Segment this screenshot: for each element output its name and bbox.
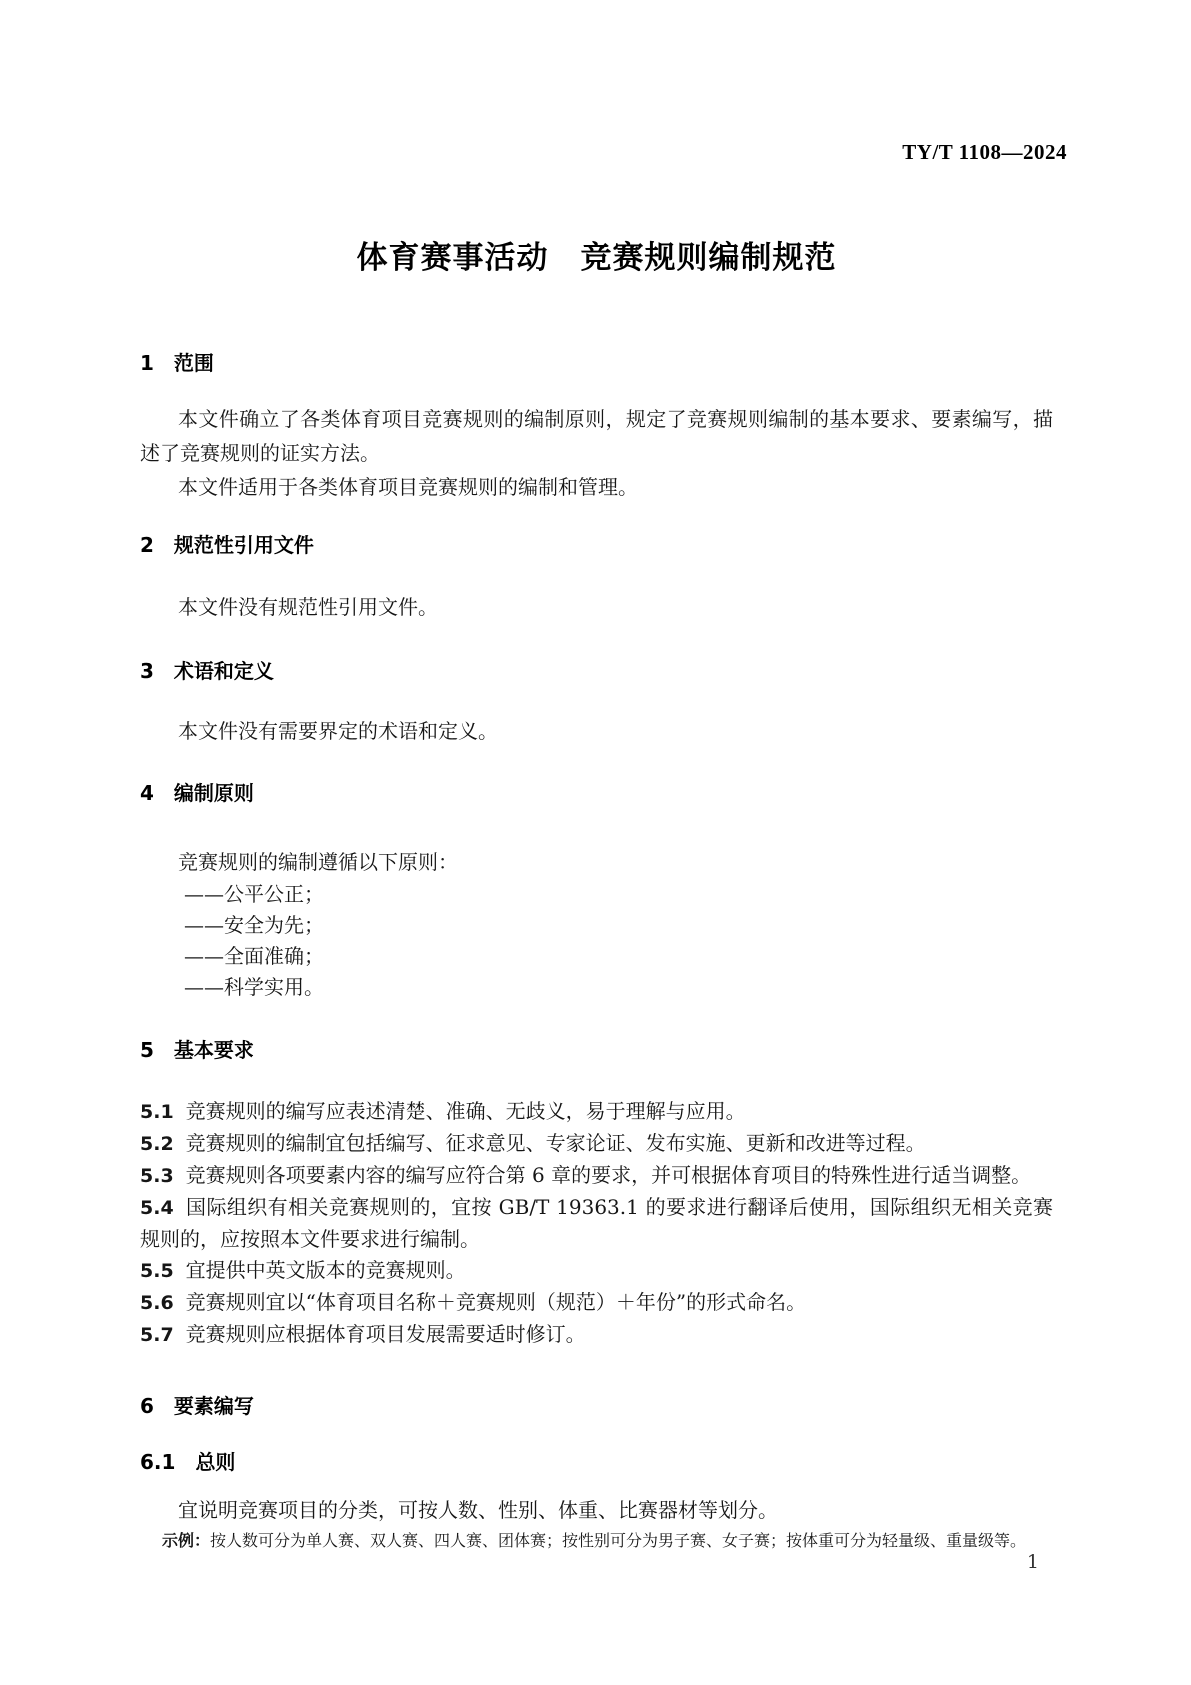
clause-text: 国际组织有相关竞赛规则的，宜按 GB/T 19363.1 的要求进行翻译后使用，国际组织无相关竞赛规则的，应按照本文件要求进行编制。: [140, 1195, 1053, 1251]
clause-5-5: [140, 1255, 1053, 1287]
clause-5-2: [140, 1128, 1053, 1160]
section-number: 5: [140, 1038, 154, 1062]
section-heading-1: [140, 352, 1053, 374]
example-text: 按人数可分为单人赛、双人赛、四人赛、团体赛；按性别可分为男子赛、女子赛；按体重可分为轻量级、重量级等。: [210, 1531, 1027, 1550]
section-heading-5: [140, 1039, 1053, 1061]
paragraph: 宜说明竞赛项目的分类，可按人数、性别、体重、比赛器材等划分。: [178, 1498, 778, 1522]
subsection-heading-6-1: [140, 1451, 1053, 1473]
standard-code: TY/T 1108—2024: [902, 140, 1067, 164]
section-heading-6: [140, 1395, 1053, 1417]
section-number: 6: [140, 1394, 154, 1418]
section-number: 1: [140, 351, 154, 375]
section-title: 要素编写: [173, 1394, 254, 1418]
section-title: 基本要求: [173, 1038, 254, 1062]
clause-text: 宜提供中英文版本的竞赛规则。: [185, 1258, 466, 1282]
section-title: 范围: [173, 351, 214, 375]
clause-number: 5.7: [140, 1324, 174, 1346]
principles-list: [140, 879, 1053, 1003]
list-item: ——公平公正；: [184, 882, 324, 906]
subsection-number: 6.1: [140, 1450, 176, 1474]
clause-5-6: [140, 1287, 1053, 1319]
clause-text: 竞赛规则应根据体育项目发展需要适时修订。: [185, 1322, 586, 1346]
clause-number: 5.6: [140, 1292, 174, 1314]
list-item: ——安全为先；: [184, 913, 324, 937]
paragraph: 本文件适用于各类体育项目竞赛规则的编制和管理。: [178, 475, 638, 499]
clause-text: 竞赛规则宜以“体育项目名称＋竞赛规则（规范）＋年份”的形式命名。: [185, 1290, 807, 1314]
clause-list: [140, 1096, 1053, 1351]
list-item: ——全面准确；: [184, 944, 324, 968]
document-title: 体育赛事活动 竞赛规则编制规范: [356, 240, 837, 276]
clause-text: 竞赛规则各项要素内容的编写应符合第 6 章的要求，并可根据体育项目的特殊性进行适当调整。: [185, 1163, 1032, 1187]
paragraph: 本文件没有需要界定的术语和定义。: [178, 719, 498, 743]
section-heading-3: [140, 660, 1053, 682]
list-item: ——科学实用。: [184, 975, 324, 999]
clause-5-1: [140, 1096, 1053, 1128]
section-title: 术语和定义: [173, 659, 274, 683]
clause-number: 5.1: [140, 1101, 174, 1123]
paragraph: 本文件确立了各类体育项目竞赛规则的编制原则，规定了竞赛规则编制的基本要求、要素编写，描述了竞赛规则的证实方法。: [140, 407, 1053, 465]
section-heading-4: [140, 782, 1053, 804]
example-label: 示例：: [162, 1531, 211, 1550]
clause-5-7: [140, 1319, 1053, 1351]
paragraph: 本文件没有规范性引用文件。: [178, 595, 438, 619]
clause-number: 5.3: [140, 1165, 174, 1187]
section-number: 4: [140, 781, 154, 805]
section-number: 3: [140, 659, 154, 683]
paragraph: 竞赛规则的编制遵循以下原则：: [178, 850, 458, 874]
section-title: 编制原则: [173, 781, 254, 805]
clause-text: 竞赛规则的编制宜包括编写、征求意见、专家论证、发布实施、更新和改进等过程。: [185, 1131, 926, 1155]
clause-5-3: [140, 1160, 1053, 1192]
clause-text: 竞赛规则的编写应表述清楚、准确、无歧义，易于理解与应用。: [185, 1099, 746, 1123]
section-number: 2: [140, 533, 154, 557]
page-number: 1: [1026, 1551, 1039, 1573]
clause-number: 5.5: [140, 1260, 174, 1282]
section-heading-2: [140, 534, 1053, 556]
section-title: 规范性引用文件: [173, 533, 314, 557]
example-note: [140, 1527, 1053, 1555]
clause-number: 5.2: [140, 1133, 174, 1155]
clause-number: 5.4: [140, 1197, 174, 1219]
clause-5-4: [140, 1192, 1053, 1255]
subsection-title: 总则: [195, 1450, 236, 1474]
